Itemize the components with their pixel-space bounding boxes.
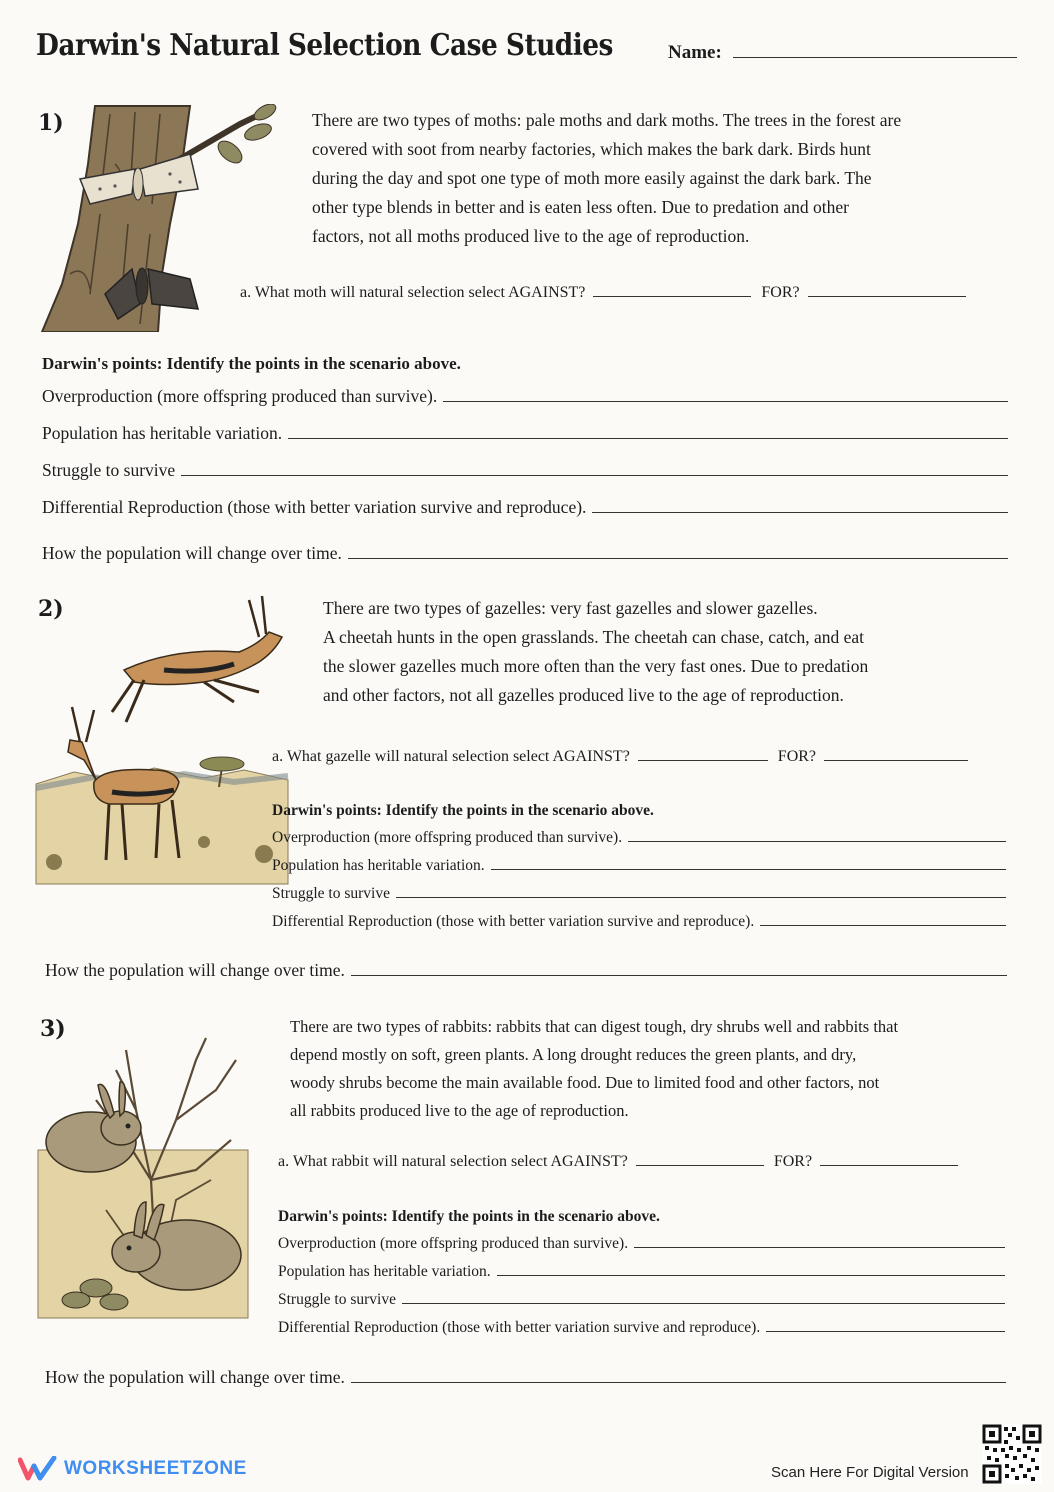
case-1-differential-input[interactable] (592, 512, 1008, 513)
case-3-differential-row (278, 1319, 1005, 1337)
scan-text: Scan Here For Digital Version (771, 1464, 969, 1481)
case-3-differential-input[interactable] (766, 1331, 1005, 1332)
case-1-change-input[interactable] (348, 558, 1008, 559)
case-1-number: 1) (38, 110, 64, 136)
differential-label: Differential Reproduction (those with better variation survive and reproduce). (278, 1319, 761, 1336)
case-3-for-input[interactable] (820, 1164, 958, 1166)
case-3-question-text: a. What rabbit will natural selection select AGAINST? (278, 1153, 628, 1170)
change-label: How the population will change over time. (42, 543, 342, 563)
name-label: Name: (668, 42, 722, 63)
case-1-for-input[interactable] (808, 295, 966, 297)
case-3-struggle-row (278, 1291, 1005, 1309)
name-input-line[interactable] (733, 56, 1017, 58)
case-3-question (278, 1153, 958, 1171)
page-title: Darwin's Natural Selection Case Studies (36, 28, 613, 63)
case-1-question-text: a. What moth will natural selection select AGAINST? (240, 284, 586, 301)
case-2-number: 2) (38, 596, 64, 622)
case-2-change-input[interactable] (351, 975, 1007, 976)
case-2-struggle-input[interactable] (396, 897, 1006, 898)
case-1-overproduction-input[interactable] (443, 401, 1008, 402)
case-1-text: There are two types of moths: pale moths and dark moths. The trees in the forest are covered with soot from nearby factories, which makes the bark dark. Birds hunt during the day and spot one type of moth more easily against the dark bark. The other type blends in better and is eaten less often. Due to predation and other factors, not all moths produced live to the age of reproduction. (312, 110, 902, 246)
overproduction-label: Overproduction (more offspring produced than survive). (278, 1235, 629, 1252)
case-3-against-input[interactable] (636, 1164, 764, 1166)
case-3-change-row (45, 1367, 1006, 1388)
case-1-question (240, 284, 966, 302)
case-2-for-input[interactable] (824, 759, 968, 761)
variation-label: Population has heritable variation. (278, 1263, 491, 1280)
struggle-label: Struggle to survive (272, 885, 390, 902)
qr-code-icon[interactable] (982, 1424, 1042, 1484)
case-1-variation-input[interactable] (288, 438, 1008, 439)
brand-name: WORKSHEETZONE (64, 1458, 247, 1479)
case-3-overproduction-input[interactable] (634, 1247, 1005, 1248)
case-2-against-input[interactable] (638, 759, 768, 761)
case-2-differential-input[interactable] (760, 925, 1006, 926)
case-2-variation-input[interactable] (491, 869, 1006, 870)
case-2-darwin-heading: Darwin's points: Identify the points in the scenario above. (272, 802, 654, 819)
case-3-number: 3) (40, 1016, 66, 1042)
case-1-against-input[interactable] (593, 295, 751, 297)
case-1-variation-row (42, 423, 1008, 444)
rabbit-illustration (36, 1030, 250, 1320)
worksheetzone-logo-icon (18, 1456, 58, 1482)
case-2-text: There are two types of gazelles: very fast gazelles and slower gazelles. A cheetah hunts in the open grasslands. The cheetah can chase, catch, and eat the slower gazelles much more often than the very fast ones. Due to predation and other factors, not all gazelles produced live to the age of reproduction. (323, 598, 869, 705)
differential-label: Differential Reproduction (those with better variation survive and reproduce). (272, 913, 755, 930)
differential-label: Differential Reproduction (those with better variation survive and reproduce). (42, 497, 587, 517)
case-3-darwin-heading: Darwin's points: Identify the points in the scenario above. (278, 1208, 660, 1225)
overproduction-label: Overproduction (more offspring produced than survive). (272, 829, 623, 846)
footer-brand[interactable] (18, 1456, 247, 1482)
case-3-variation-input[interactable] (497, 1275, 1005, 1276)
struggle-label: Struggle to survive (42, 460, 176, 480)
case-2-question (272, 748, 968, 766)
case-2-question-text: a. What gazelle will natural selection select AGAINST? (272, 748, 630, 765)
struggle-label: Struggle to survive (278, 1291, 396, 1308)
variation-label: Population has heritable variation. (272, 857, 485, 874)
gazelle-illustration (34, 592, 290, 890)
change-label: How the population will change over time. (45, 1367, 345, 1387)
variation-label: Population has heritable variation. (42, 423, 283, 443)
case-1-change-row (42, 543, 1008, 564)
case-1-overproduction-row (42, 386, 1008, 407)
case-3-change-input[interactable] (351, 1382, 1006, 1383)
case-3-text: There are two types of rabbits: rabbits that can digest tough, dry shrubs well and rabbits that depend mostly on soft, green plants. A long drought reduces the green plants, and dry, woody shrubs become the main available food. Due to limited food and other factors, not all rabbits produced live to the age of reproduction. (290, 1017, 899, 1120)
case-3-variation-row (278, 1263, 1005, 1281)
case-1-struggle-row (42, 460, 1008, 481)
case-3-for-label: FOR? (773, 1153, 813, 1170)
case-2-struggle-row (272, 885, 1006, 903)
overproduction-label: Overproduction (more offspring produced than survive). (42, 386, 438, 406)
case-1-differential-row (42, 497, 1008, 518)
case-2-overproduction-input[interactable] (628, 841, 1006, 842)
case-2-change-row (45, 960, 1007, 981)
case-2-differential-row (272, 913, 1006, 931)
case-1-struggle-input[interactable] (181, 475, 1008, 476)
case-2-for-label: FOR? (777, 748, 817, 765)
name-field (668, 42, 1017, 64)
case-3-overproduction-row (278, 1235, 1005, 1253)
change-label: How the population will change over time. (45, 960, 345, 980)
case-1-darwin-heading: Darwin's points: Identify the points in the scenario above. (42, 354, 461, 373)
case-1-for-label: FOR? (761, 284, 800, 301)
case-3-struggle-input[interactable] (402, 1303, 1005, 1304)
case-2-overproduction-row (272, 829, 1006, 847)
case-2-variation-row (272, 857, 1006, 875)
